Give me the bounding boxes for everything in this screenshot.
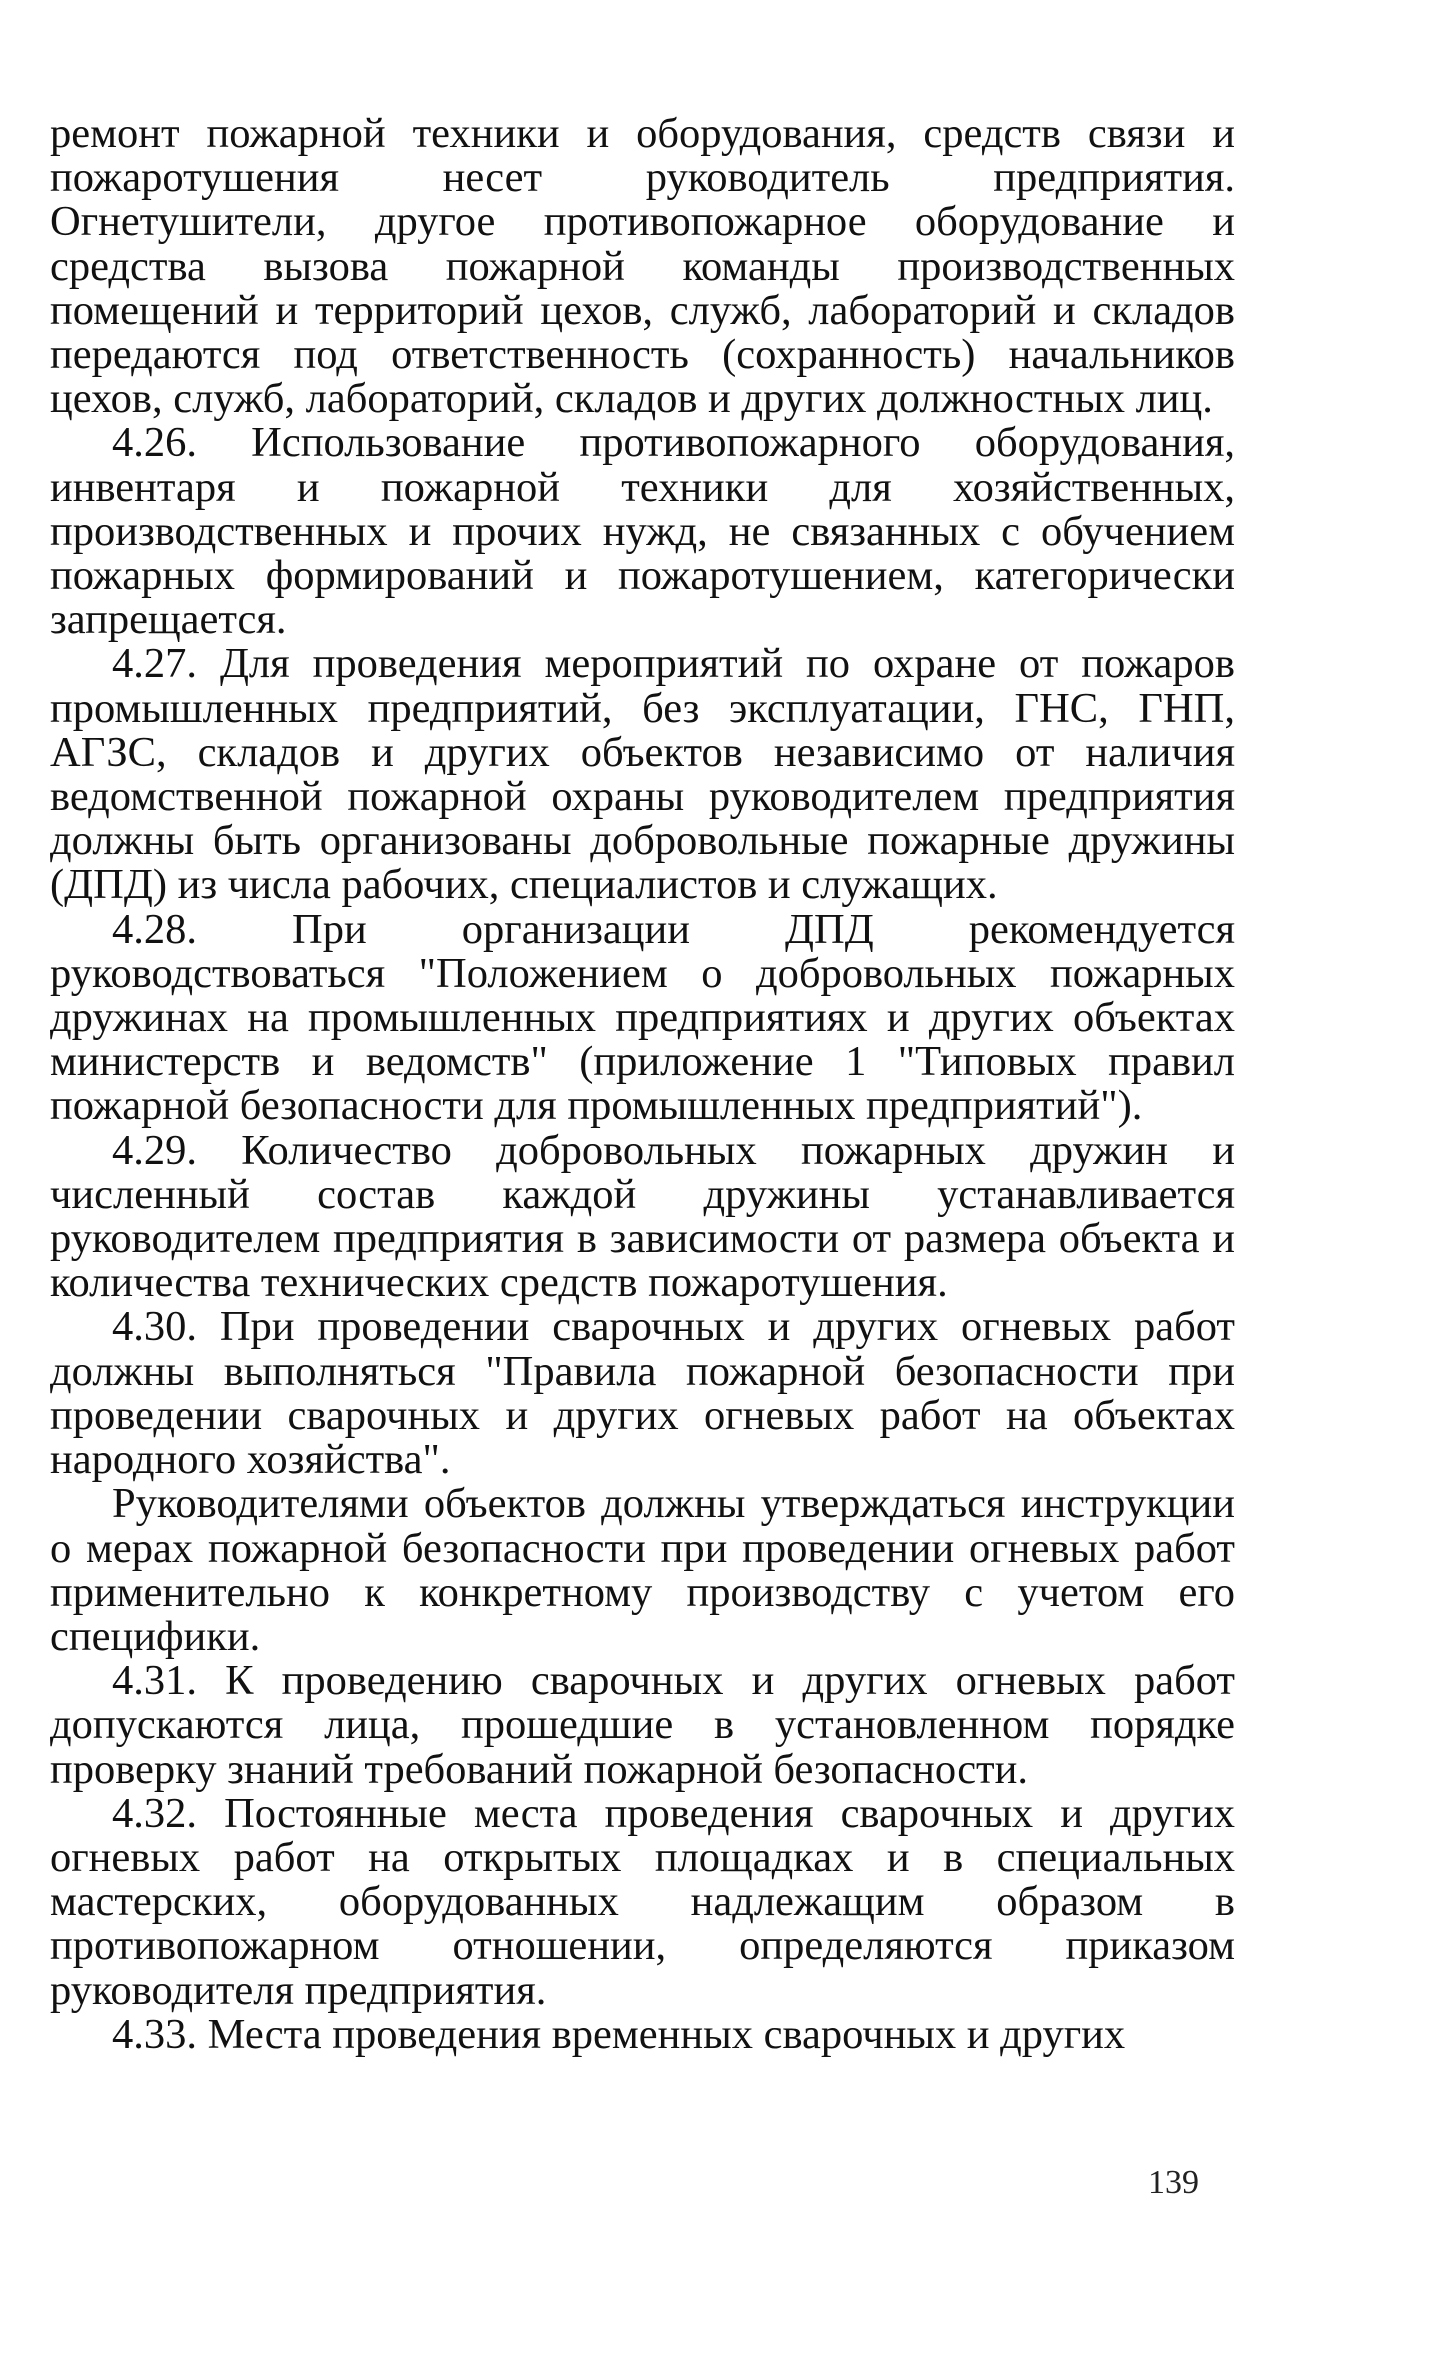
paragraph-4-26: 4.26. Использование противопожарного оборудования, инвентаря и пожарной техники для хозяйственных, производственных и прочих нужд, не связанных с обучением пожарных формирований и пожаротушением, категорически запрещается. xyxy=(50,419,1235,644)
page-number: 139 xyxy=(1148,2164,1199,2201)
paragraph-4-33: 4.33. Места проведения временных сварочных и других xyxy=(112,2010,1126,2058)
paragraph-4-29: 4.29. Количество добровольных пожарных дружин и численный состав каждой дружины устанавливается руководителем предприятия в зависимости от размера объекта и количества технических средств пожаротушения. xyxy=(50,1126,1235,1307)
paragraph-instructions: Руководителями объектов должны утверждаться инструкции о мерах пожарной безопасности при проведении огневых работ применительно к конкретному производству с учетом его специфики. xyxy=(50,1480,1235,1660)
body-text xyxy=(50,112,1235,2057)
paragraph-4-30: 4.30. При проведении сварочных и других огневых работ должны выполняться "Правила пожарной безопасности при проведении сварочных и других огневых работ на объектах народного хозяйства". xyxy=(50,1303,1235,1484)
paragraph-4-31: 4.31. К проведению сварочных и других огневых работ допускаются лица, прошедшие в установленном порядке проверку знаний требований пожарной безопасности. xyxy=(50,1657,1235,1793)
paragraph-continuation: ремонт пожарной техники и оборудования, средств связи и пожаротушения несет руководитель предприятия. Огнетушители, другое противопожарное оборудование и средства вызова пожарной команды производственных помещений и территорий цехов, служб, лабораторий и складов передаются под ответственность (сохранность) начальников цехов, служб, лабораторий, складов и других должностных лиц. xyxy=(50,110,1235,423)
paragraph-4-28: 4.28. При организации ДПД рекомендуется руководствоваться "Положением о добровольных пожарных дружинах на промышленных предприятиях и других объектах министерств и ведомств" (приложение 1 "Типовых правил пожарной безопасности для промышленных предприятий"). xyxy=(50,905,1235,1130)
paragraph-4-32: 4.32. Постоянные места проведения сварочных и других огневых работ на открытых площадках и в специальных мастерских, оборудованных надлежащим образом в противопожарном отношении, определяются приказом руководителя предприятия. xyxy=(50,1789,1235,2014)
paragraph-4-27: 4.27. Для проведения мероприятий по охране от пожаров промышленных предприятий, без эксплуатации, ГНС, ГНП, АГЗС, складов и других объектов независимо от наличия ведомственной пожарной охраны руководителем предприятия должны быть организованы добровольные пожарные дружины (ДПД) из числа рабочих, специалистов и служащих. xyxy=(50,640,1235,909)
